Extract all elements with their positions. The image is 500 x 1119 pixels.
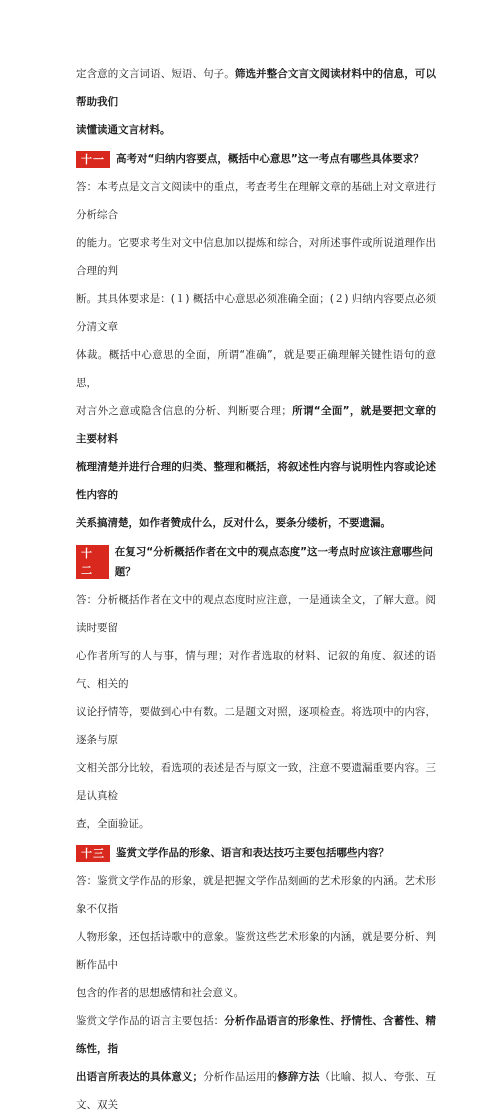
section-number-badge: 十三 [76, 845, 110, 862]
document-page [76, 60, 436, 1119]
paragraph-line: 出语言所表达的具体意义；分析作品运用的修辞方法（比喻、拟人、夸张、互文、双关 [76, 1071, 437, 1111]
paragraph-line: 答：鉴赏文学作品的形象，就是把握文学作品刻画的艺术形象的内涵。艺术形象不仅指 [76, 875, 436, 915]
paragraph-line: 关系搞清楚，如作者赞成什么，反对什么，要条分缕析，不要遗漏。 [76, 517, 391, 529]
section-number-badge: 十一 [76, 151, 110, 168]
intro-line-2: 读懂读通文言材料。 [76, 124, 171, 136]
section-13-heading [76, 843, 436, 863]
paragraph-line: 梳理清楚并进行合理的归类、整理和概括，将叙述性内容与说明性内容或论述性内容的 [76, 461, 436, 501]
paragraph-line: 的能力。它要求考生对文中信息加以提炼和综合，对所述事件或所说道理作出合理的判 [76, 237, 436, 277]
paragraph-line: 议论抒情等，要做到心中有数。二是题文对照，逐项检查。将选项中的内容，逐条与原 [76, 706, 436, 746]
intro-line-1: 定含意的文言词语、短语、句子。筛选并整合文言文阅读材料中的信息，可以帮助我们 [76, 68, 437, 108]
paragraph-line: 体裁。概括中心意思的全面，所谓“准确”，就是要正确理解关键性语句的意思， [76, 349, 436, 389]
section-number-badge: 十二 [76, 545, 109, 579]
paragraph-line: 心作者所写的人与事，情与理；对作者选取的材料、记叙的角度、叙述的语气、相关的 [76, 650, 436, 690]
paragraph-line: 对言外之意或隐含信息的分析、判断要合理；所谓“全面”，就是要把文章的主要材料 [76, 405, 436, 445]
paragraph-line: 鉴赏文学作品的语言主要包括：分析作品语言的形象性、抒情性、含蓄性、精练性，指 [76, 1015, 437, 1055]
paragraph-line: 断。其具体要求是：(１) 概括中心意思必须准确全面；(２) 归纳内容要点必须分清文章 [76, 293, 436, 333]
paragraph-line: 包含的作者的思想感情和社会意义。 [76, 987, 244, 999]
paragraph-line: 人物形象，还包括诗歌中的意象。鉴赏这些艺术形象的内涵，就是要分析、判断作品中 [76, 931, 436, 971]
paragraph-line: 文相关部分比较，看选项的表述是否与原文一致，注意不要遗漏重要内容。三是认真检 [76, 762, 436, 802]
section-12-heading [76, 542, 436, 582]
paragraph-line: 答：本考点是文言文阅读中的重点，考查考生在理解文章的基础上对文章进行分析综合 [76, 181, 436, 221]
section-title: 鉴赏文学作品的形象、语言和表达技巧主要包括哪些内容？ [116, 847, 389, 859]
section-title: 高考对“归纳内容要点，概括中心意思”这一考点有哪些具体要求？ [116, 153, 424, 165]
section-title: 在复习“分析概括作者在文中的观点态度”这一考点时应该注意哪些问题？ [114, 546, 434, 578]
paragraph-line: 答：分析概括作者在文中的观点态度时应注意，一是通读全文，了解大意。阅读时要留 [76, 594, 436, 634]
section-11-heading [76, 149, 436, 169]
paragraph-line: 查，全面验证。 [76, 818, 150, 830]
